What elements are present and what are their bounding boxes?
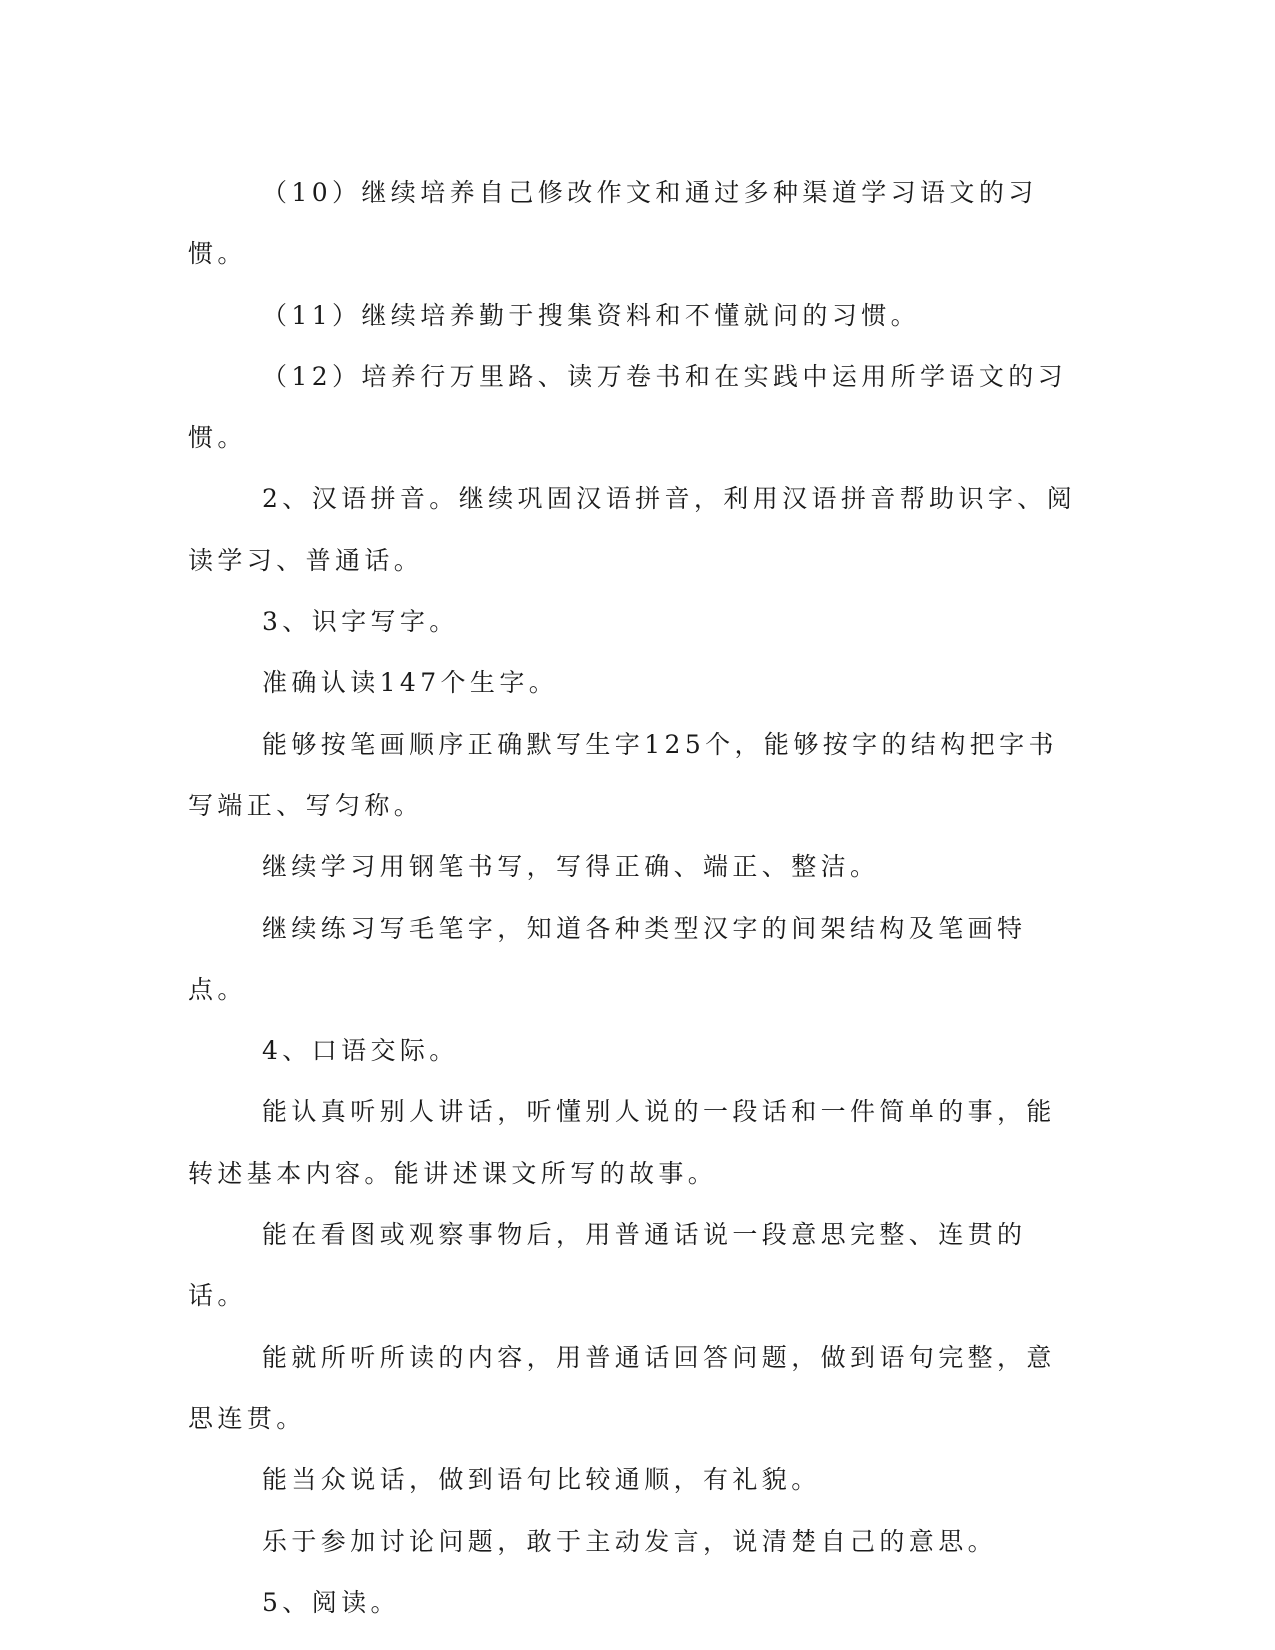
paragraph-habit-12: （12）培养行万里路、读万卷书和在实践中运用所学语文的习惯。 <box>188 361 1068 453</box>
paragraph-public-speaking: 能当众说话，做到语句比较通顺，有礼貌。 <box>262 1465 821 1495</box>
paragraph-recognize-characters: 准确认读147个生字。 <box>262 668 559 698</box>
section-heading-literacy: 3、识字写字。 <box>262 607 459 637</box>
paragraph-discussion: 乐于参加讨论问题，敢于主动发言，说清楚自己的意思。 <box>262 1526 998 1556</box>
paragraph-habit-11: （11）继续培养勤于搜集资料和不懂就问的习惯。 <box>262 300 921 330</box>
section-heading-oral: 4、口语交际。 <box>262 1036 459 1066</box>
paragraph-pinyin: 2、汉语拼音。继续巩固汉语拼音，利用汉语拼音帮助识字、阅读学习、普通话。 <box>188 484 1077 575</box>
paragraph-answer-questions: 能就所听所读的内容，用普通话回答问题，做到语句完整，意思连贯。 <box>188 1342 1056 1433</box>
paragraph-habit-10: （10）继续培养自己修改作文和通过多种渠道学习语文的习惯。 <box>188 178 1038 269</box>
paragraph-pen-writing: 继续学习用钢笔书写，写得正确、端正、整洁。 <box>262 852 880 882</box>
document-body <box>188 162 1078 1633</box>
paragraph-picture-talk: 能在看图或观察事物后，用普通话说一段意思完整、连贯的话。 <box>188 1220 1027 1311</box>
paragraph-write-characters: 能够按笔画顺序正确默写生字125个，能够按字的结构把字书写端正、写匀称。 <box>188 729 1058 820</box>
paragraph-brush-writing: 继续练习写毛笔字，知道各种类型汉字的间架结构及笔画特点。 <box>188 913 1027 1004</box>
paragraph-listening: 能认真听别人讲话，听懂别人说的一段话和一件简单的事，能转述基本内容。能讲述课文所写的故事。 <box>188 1097 1056 1188</box>
section-heading-reading: 5、阅读。 <box>262 1587 400 1617</box>
